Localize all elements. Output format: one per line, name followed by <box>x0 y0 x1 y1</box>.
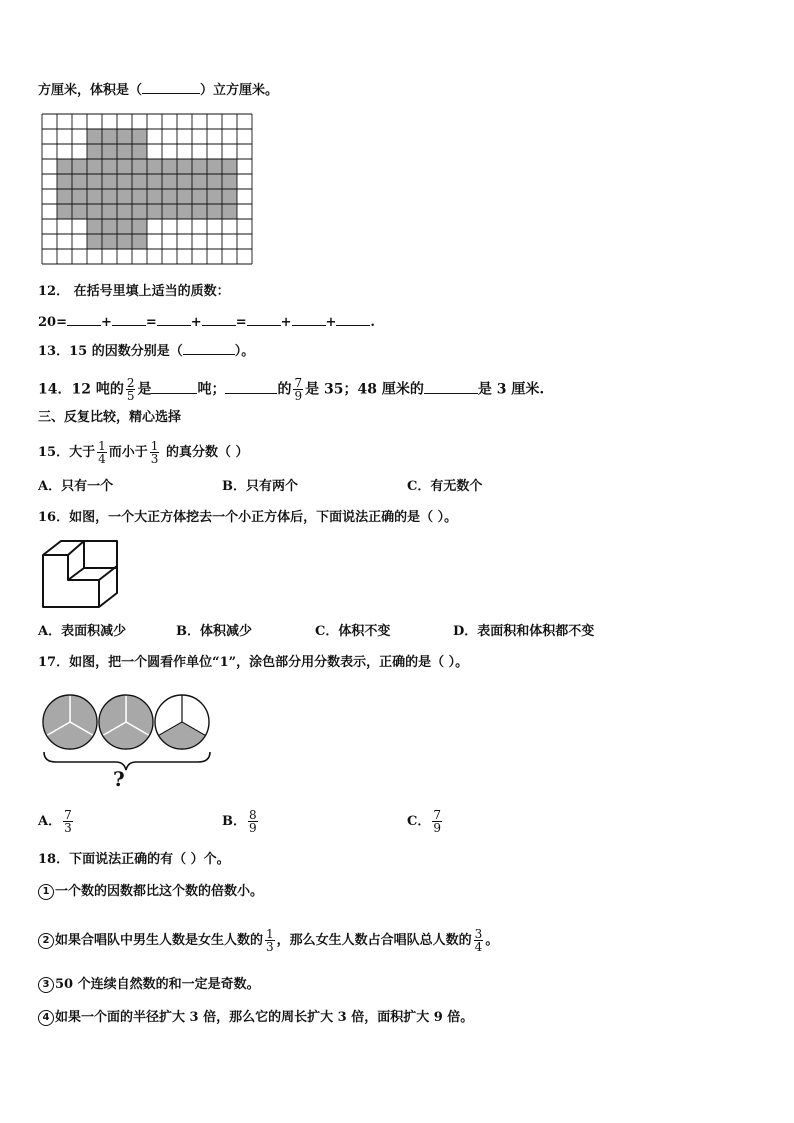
q17-prompt <box>38 654 468 672</box>
shaded-cell <box>57 189 72 204</box>
q14-part1-c: 吨； <box>197 381 226 398</box>
answer-blank[interactable] <box>424 381 478 394</box>
q14-part1-a: 12 吨的 <box>71 381 124 398</box>
q14-part2-a: 的 <box>277 381 292 398</box>
fraction <box>97 440 107 465</box>
fraction-numerator: 3 <box>474 927 483 941</box>
q18-statement-4 <box>38 1009 473 1027</box>
q12-eq-start: 20= <box>38 315 67 330</box>
fraction-numerator: 1 <box>98 439 106 453</box>
q13-text-b: ）。 <box>234 344 255 359</box>
shaded-cell <box>132 174 147 189</box>
q14-part3: 是 3 厘米. <box>477 381 545 398</box>
option-label: A． <box>38 814 62 829</box>
option-text: A．表面积减少 <box>38 624 127 639</box>
shaded-cell <box>72 159 87 174</box>
fraction <box>150 440 160 465</box>
shaded-cell <box>57 159 72 174</box>
shaded-cell <box>87 219 102 234</box>
shaded-cell <box>102 129 117 144</box>
option-text: B．体积减少 <box>176 624 252 639</box>
shaded-cell <box>162 174 177 189</box>
q15-text-c: 的真分数（ ） <box>165 445 249 460</box>
fraction-denominator: 5 <box>126 389 135 403</box>
fraction-numerator: 1 <box>150 439 159 453</box>
fraction-numerator: 7 <box>64 808 72 822</box>
shaded-cell <box>192 174 207 189</box>
q13-text-a: 15 的因数分别是（ <box>69 344 183 359</box>
fraction-denominator: 4 <box>474 940 483 954</box>
shaded-cell <box>102 234 117 249</box>
fraction-numerator: 1 <box>266 927 274 941</box>
option-label: C． <box>407 814 431 829</box>
fraction <box>293 377 303 402</box>
fraction-denominator: 9 <box>294 389 303 403</box>
statement-text: 如果一个面的半径扩大 3 倍，那么它的周长扩大 3 倍，面积扩大 9 倍。 <box>55 1010 474 1025</box>
question-mark-label <box>113 768 125 790</box>
q15-option-a[interactable] <box>38 478 113 496</box>
shaded-cell <box>117 234 132 249</box>
q17-text: 如图，把一个圆看作单位“1”，涂色部分用分数表示，正确的是（ ）。 <box>69 655 469 670</box>
q16-prompt <box>38 509 457 527</box>
option-text: D．表面积和体积都不变 <box>453 624 595 639</box>
q17-option-a[interactable] <box>38 809 75 834</box>
equals-sign: = <box>145 315 157 330</box>
answer-blank[interactable] <box>247 313 281 326</box>
shaded-cell <box>207 174 222 189</box>
shaded-cell <box>87 129 102 144</box>
answer-blank[interactable] <box>183 342 235 355</box>
option-text: A．只有一个 <box>38 479 114 494</box>
shaded-cell <box>147 204 162 219</box>
fraction <box>63 809 73 834</box>
q12-end: . <box>370 315 375 330</box>
shaded-cell <box>177 159 192 174</box>
shaded-cell <box>102 144 117 159</box>
q12-number: 12． <box>38 284 70 299</box>
fraction-denominator: 9 <box>433 821 441 835</box>
answer-blank[interactable] <box>151 381 197 394</box>
shaded-cell <box>72 174 87 189</box>
q17-number: 17． <box>38 655 70 670</box>
line-top-text-a: 方厘米，体积是（ <box>38 83 143 98</box>
option-label: B． <box>222 814 246 829</box>
shaded-cell <box>192 189 207 204</box>
option-text: B．只有两个 <box>222 479 298 494</box>
shaded-cell <box>177 189 192 204</box>
q14-prompt <box>38 377 544 402</box>
shaded-cell <box>147 159 162 174</box>
q18-text: 下面说法正确的有（ ）个。 <box>69 852 230 867</box>
q15-option-b[interactable] <box>222 478 298 496</box>
shaded-cell <box>102 219 117 234</box>
shaded-cell <box>207 204 222 219</box>
shaded-cell <box>87 189 102 204</box>
fraction-numerator: 8 <box>249 808 257 822</box>
shaded-cell <box>87 234 102 249</box>
plus-sign: + <box>190 315 202 330</box>
fraction-denominator: 9 <box>249 821 257 835</box>
answer-blank[interactable] <box>142 81 200 94</box>
fraction-numerator: 7 <box>433 808 441 822</box>
q13-number: 13． <box>38 344 70 359</box>
shaded-cell <box>222 189 237 204</box>
shaded-cell <box>117 174 132 189</box>
shaded-cell <box>132 129 147 144</box>
cube-figure <box>40 538 120 610</box>
q12-equation <box>38 313 375 332</box>
shaded-cell <box>192 204 207 219</box>
q15-option-c[interactable] <box>407 478 482 496</box>
q14-part1-b: 是 <box>137 381 152 398</box>
shaded-cell <box>87 204 102 219</box>
circled-number: 4 <box>38 1010 54 1026</box>
q18-statement-3 <box>38 976 260 994</box>
q15-text-a: 大于 <box>69 445 96 460</box>
shaded-cell <box>177 204 192 219</box>
circled-number: 3 <box>38 977 54 993</box>
answer-blank[interactable] <box>202 313 236 326</box>
q18-prompt <box>38 851 230 869</box>
q16-text: 如图，一个大正方体挖去一个小正方体后，下面说法正确的是（ ）。 <box>69 510 458 525</box>
shaded-cell <box>87 144 102 159</box>
shaded-cell <box>132 234 147 249</box>
grid-figure <box>41 113 253 267</box>
fraction-denominator: 3 <box>64 821 72 835</box>
statement-text: 。 <box>485 933 499 948</box>
shaded-cell <box>132 144 147 159</box>
shaded-cell <box>117 189 132 204</box>
statement-text: 一个数的因数都比这个数的倍数小。 <box>55 884 264 899</box>
q18-number: 18． <box>38 852 70 867</box>
equals-sign: = <box>235 315 247 330</box>
shaded-cell <box>117 219 132 234</box>
fraction <box>265 928 275 953</box>
fraction <box>432 809 442 834</box>
statement-text: 如果合唱队中男生人数是女生人数的 <box>55 933 264 948</box>
brace <box>44 752 210 770</box>
fraction-denominator: 3 <box>266 940 274 954</box>
q16-option-b[interactable] <box>176 623 252 641</box>
q18-statement-2 <box>38 928 498 953</box>
shaded-cell <box>72 189 87 204</box>
q15-prompt <box>38 440 248 465</box>
shaded-cell <box>117 204 132 219</box>
shaded-cell <box>162 159 177 174</box>
line-top <box>38 81 278 100</box>
answer-blank[interactable] <box>336 313 370 326</box>
fraction-numerator: 2 <box>126 376 135 390</box>
shaded-cell <box>207 189 222 204</box>
fraction <box>474 928 484 953</box>
shaded-cell <box>87 159 102 174</box>
circles-figure <box>40 692 215 792</box>
answer-blank[interactable] <box>112 313 146 326</box>
shaded-cell <box>192 159 207 174</box>
q15-text-b: 而小于 <box>108 445 148 460</box>
q15-number: 15． <box>38 445 70 460</box>
shaded-cell <box>222 204 237 219</box>
option-text: C．体积不变 <box>315 624 391 639</box>
shaded-cell <box>132 204 147 219</box>
shaded-cell <box>102 174 117 189</box>
question-mark: ? <box>113 767 125 791</box>
answer-blank[interactable] <box>157 313 191 326</box>
shaded-cell <box>177 174 192 189</box>
plus-sign: + <box>100 315 112 330</box>
q12-prompt <box>38 283 230 301</box>
plus-sign: + <box>325 315 337 330</box>
q12-text: 在括号里填上适当的质数： <box>73 284 230 299</box>
shaded-cell <box>147 189 162 204</box>
shaded-cell <box>132 159 147 174</box>
statement-text: 50 个连续自然数的和一定是奇数。 <box>55 977 260 992</box>
shaded-cell <box>72 204 87 219</box>
line-top-text-b: ）立方厘米。 <box>200 83 279 98</box>
plus-sign: + <box>280 315 292 330</box>
shaded-cell <box>222 159 237 174</box>
q14-part2-b: 是 35；48 厘米的 <box>305 381 424 398</box>
answer-blank[interactable] <box>67 313 101 326</box>
shaded-cell <box>102 189 117 204</box>
shaded-cell <box>132 219 147 234</box>
circled-number: 1 <box>38 884 54 900</box>
shaded-cell <box>132 189 147 204</box>
statement-text: ，那么女生人数占合唱队总人数的 <box>276 933 472 948</box>
section-title-text: 三、反复比较，精心选择 <box>38 410 182 425</box>
fraction <box>126 377 136 402</box>
q14-number: 14． <box>38 381 72 398</box>
shaded-cell <box>222 174 237 189</box>
shaded-cell <box>162 189 177 204</box>
shaded-cell <box>117 144 132 159</box>
q17-option-c[interactable] <box>407 809 444 834</box>
shaded-cell <box>87 174 102 189</box>
shaded-cell <box>147 174 162 189</box>
shaded-cell <box>162 204 177 219</box>
option-text: C．有无数个 <box>407 479 483 494</box>
answer-blank[interactable] <box>225 381 277 394</box>
q13-prompt <box>38 342 254 361</box>
shaded-cell <box>117 129 132 144</box>
shaded-cell <box>102 204 117 219</box>
fraction-numerator: 7 <box>294 376 303 390</box>
q16-option-c[interactable] <box>315 623 390 641</box>
shaded-cell <box>57 204 72 219</box>
answer-blank[interactable] <box>292 313 326 326</box>
shaded-cell <box>117 159 132 174</box>
shaded-cell <box>57 174 72 189</box>
section-title <box>38 409 181 427</box>
fraction-denominator: 4 <box>98 452 106 466</box>
fraction <box>248 809 258 834</box>
cube-cut-edge <box>68 541 84 580</box>
q16-option-d[interactable] <box>453 623 594 641</box>
shaded-cell <box>207 159 222 174</box>
shaded-cell <box>102 159 117 174</box>
q17-option-b[interactable] <box>222 809 260 834</box>
q16-number: 16． <box>38 510 70 525</box>
q16-option-a[interactable] <box>38 623 126 641</box>
q18-statement-1 <box>38 883 263 901</box>
fraction-denominator: 3 <box>150 452 159 466</box>
circled-number: 2 <box>38 933 54 949</box>
